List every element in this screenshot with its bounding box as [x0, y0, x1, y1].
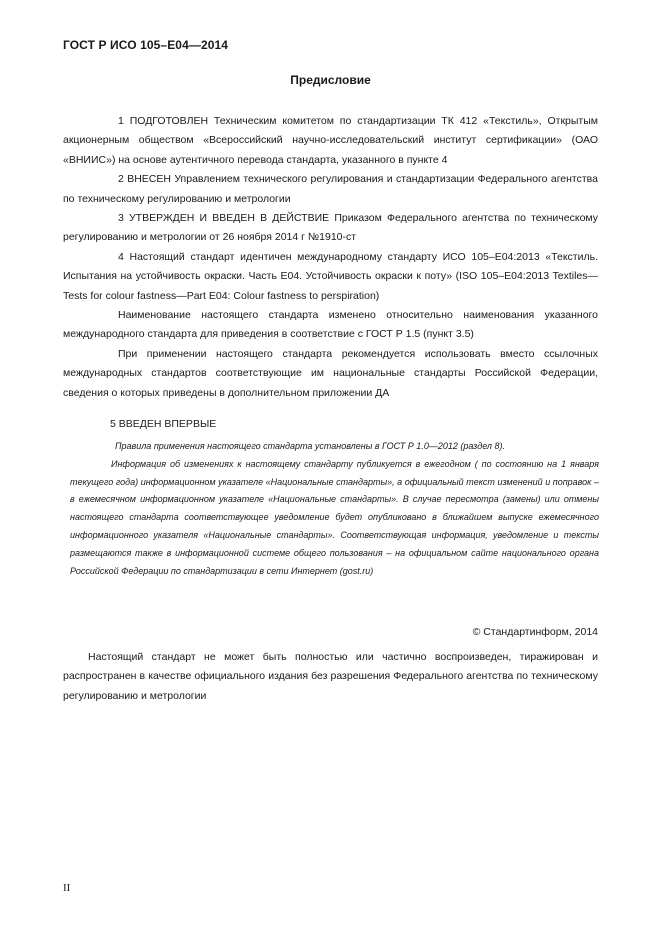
notes-block	[70, 438, 599, 580]
foreword-body	[63, 112, 598, 403]
paragraph-identical: 4 Настоящий стандарт идентичен международному стандарту ИСО 105–E04:2013 «Текстиль. Испытания на устойчивость окраски. Часть Е04. Устойчивость окраски к поту» (ISO 105–E04:2013 Textiles—Tests for colour fastness—Part E04: Colour fastness to perspiration)	[63, 250, 598, 302]
paragraph-first-introduced: 5 ВВЕДЕН ВПЕРВЫЕ	[110, 418, 217, 430]
paragraph-prepared: 1 ПОДГОТОВЛЕН Техническим комитетом по стандартизации ТК 412 «Текстиль», Открытым акционерным обществом «Всероссийский научно-исследовательский институт сертификации» (ОАО «ВНИИС») на основе аутентичного перевода стандарта, указанного в пункте 4	[63, 115, 598, 166]
paragraph-approved: 3 УТВЕРЖДЕН И ВВЕДЕН В ДЕЙСТВИЕ Приказом Федерального агентства по техническому регулированию и метрологии от 26 ноября 2014 г №1910-ст	[63, 212, 598, 244]
note-rules: Правила применения настоящего стандарта установлены в ГОСТ Р 1.0—2012 (раздел 8).	[115, 441, 505, 451]
copyright-notice: Настоящий стандарт не может быть полностью или частично воспроизведен, тиражирован и распространен в качестве официального издания без разрешения Федерального агентства по техническому регулированию и метрологии	[63, 651, 598, 702]
paragraph-introduced: 2 ВНЕСЕН Управлением технического регулирования и стандартизации Федерального агентства по техническому регулированию и метрологии	[63, 173, 598, 205]
page-title: Предисловие	[290, 73, 371, 87]
document-code: ГОСТ Р ИСО 105–E04—2014	[63, 38, 229, 52]
copyright-line: © Стандартинформ, 2014	[472, 626, 598, 638]
paragraph-name-changed: Наименование настоящего стандарта изменено относительно наименования указанного международного стандарта для приведения в соответствие с ГОСТ Р 1.5 (пункт 3.5)	[63, 309, 598, 341]
paragraph-application: При применении настоящего стандарта рекомендуется использовать вместо ссылочных международных стандартов соответствующие им национальные стандарты Российской Федерации, сведения о которых приведены в дополнительном приложении ДА	[63, 347, 598, 399]
page-number: II	[63, 882, 71, 894]
note-information: Информация об изменениях к настоящему стандарту публикуется в ежегодном ( по состоянию на 1 января текущего года) информационном указателе «Национальные стандарты», а официальный текст изменений и поправок – в ежемесячном информационном указателе «Национальные стандарты». В случае пересмотра (замены) или отмены настоящего стандарта соответствующее уведомление будет опубликовано в ближайшем выпуске ежемесячного информационного указателя «Национальные стандарты». Соответствующая информация, уведомление и тексты размещаются также в информационной системе общего пользования – на официальном сайте национального органа Российской Федерации по стандартизации в сети Интернет (gost.ru)	[70, 458, 599, 576]
